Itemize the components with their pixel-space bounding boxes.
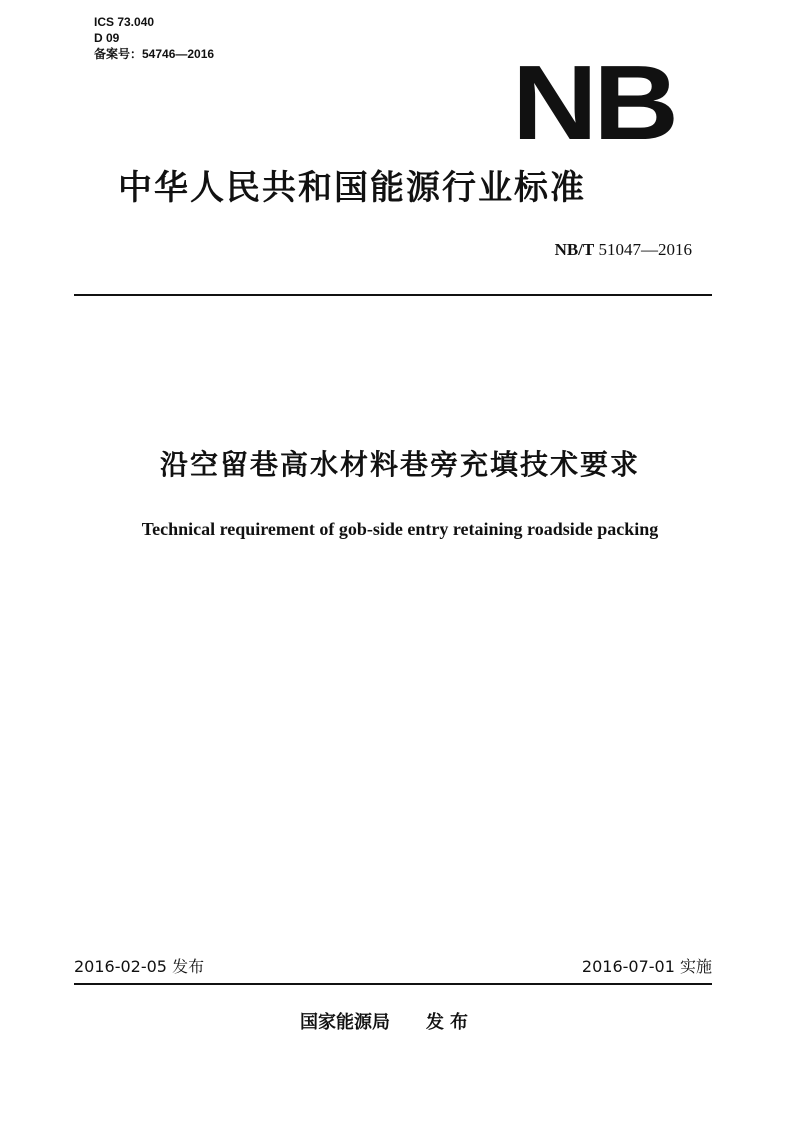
- standard-code: [555, 240, 692, 260]
- standard-code-prefix: NB/T: [554, 240, 595, 259]
- ics-code: ICS 73.040: [94, 15, 155, 29]
- classification-code: D 09: [94, 31, 120, 45]
- publisher-line: [300, 1011, 474, 1035]
- bottom-divider: [74, 983, 712, 985]
- document-title-english: Technical requirement of gob-side entry retaining roadside packing: [141, 519, 659, 539]
- top-divider: [74, 294, 712, 296]
- document-title-chinese: 沿空留巷高水材料巷旁充填技术要求: [159, 448, 640, 481]
- publisher-action: 发布: [426, 1012, 474, 1033]
- standard-code-number: 51047—2016: [598, 240, 692, 259]
- effective-date: 2016-07-01 实施: [581, 957, 712, 976]
- publisher-name: 国家能源局: [300, 1012, 390, 1033]
- standard-category-title: 中华人民共和国能源行业标准: [118, 168, 586, 208]
- header-meta: [94, 14, 214, 62]
- record-number: 备案号：54746—2016: [94, 47, 215, 61]
- nb-logo: NB: [512, 44, 675, 162]
- issue-date: 2016-02-05 发布: [74, 957, 205, 976]
